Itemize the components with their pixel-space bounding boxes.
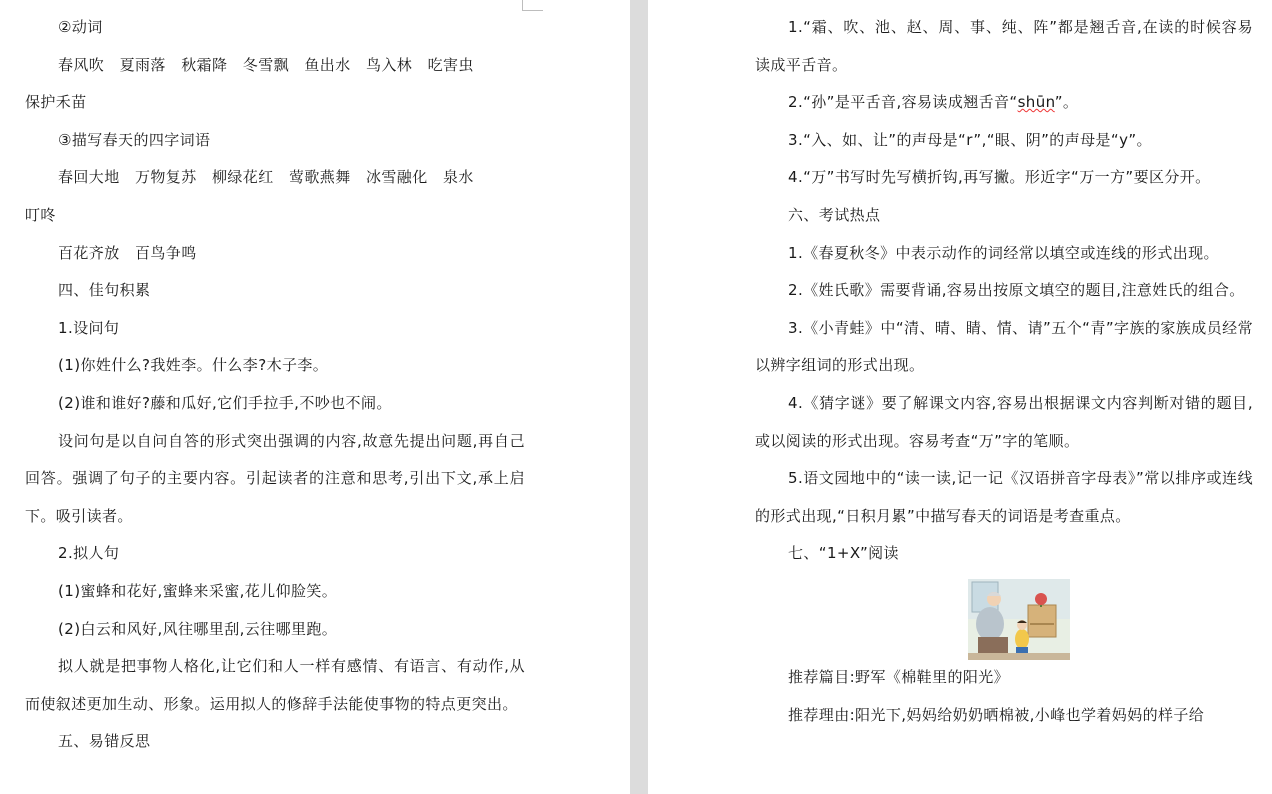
paragraph: (1)你姓什么?我姓李。什么李?木子李。 (58, 356, 329, 375)
paragraph: ③描写春天的四字词语 (58, 130, 211, 149)
spellcheck-flagged-word[interactable]: shūn (1017, 93, 1055, 112)
paragraph: (2)白云和风好,风往哪里刮,云往哪里跑。 (58, 619, 338, 638)
section-heading: 五、易错反思 (58, 732, 151, 751)
subheading: 1.设问句 (58, 318, 120, 337)
paragraph: 推荐篇目:野军《棉鞋里的阳光》 (788, 667, 1010, 686)
paragraph: 4.《猜字谜》要了解课文内容,容易出根据课文内容判断对错的题目,或以阅读的形式出现。容易考查“万”字的笔顺。 (755, 393, 1253, 450)
paragraph: 3.“入、如、让”的声母是“r”,“眼、阴”的声母是“y”。 (788, 130, 1152, 149)
page-gutter (630, 0, 648, 794)
grandma-and-boy-illustration[interactable] (968, 579, 1070, 660)
paragraph: 4.“万”书写时先写横折钩,再写撇。形近字“万一方”要区分开。 (788, 168, 1211, 187)
illustration-figure (755, 573, 1253, 659)
section-heading: 七、“1+X”阅读 (788, 544, 899, 563)
section-heading: 四、佳句积累 (58, 281, 151, 300)
text-run: 2.“孙”是平舌音,容易读成翘舌音“ (788, 93, 1018, 112)
paragraph (755, 84, 1253, 122)
paragraph: 春风吹 夏雨落 秋霜降 冬雪飘 鱼出水 鸟入林 吃害虫 (58, 55, 474, 74)
document-page-left (0, 0, 630, 794)
paragraph: ②动词 (58, 18, 103, 36)
paragraph: 1.《春夏秋冬》中表示动作的词经常以填空或连线的形式出现。 (788, 243, 1219, 262)
paragraph: 保护禾苗 (25, 93, 87, 112)
page-text-column (25, 9, 525, 761)
paragraph: 拟人就是把事物人格化,让它们和人一样有感情、有语言、有动作,从而使叙述更加生动、形象。运用拟人的修辞手法能使事物的特点更突出。 (25, 657, 525, 713)
text-run: ”。 (1054, 93, 1079, 112)
page-corner-mark (522, 0, 543, 11)
paragraph: 设问句是以自问自答的形式突出强调的内容,故意先提出问题,再自己回答。强调了句子的主要内容。引起读者的注意和思考,引出下文,承上启下。吸引读者。 (25, 431, 525, 525)
paragraph: 推荐理由:阳光下,妈妈给奶奶晒棉被,小峰也学着妈妈的样子给 (788, 705, 1205, 724)
paragraph: (2)谁和谁好?藤和瓜好,它们手拉手,不吵也不闹。 (58, 393, 392, 412)
paragraph: 5.语文园地中的“读一读,记一记《汉语拼音字母表》”常以排序或连线的形式出现,“日积月累”中描写春天的词语是考查重点。 (755, 469, 1253, 525)
paragraph: 2.《姓氏歌》需要背诵,容易出按原文填空的题目,注意姓氏的组合。 (788, 281, 1245, 300)
paragraph: 1.“霜、吹、池、赵、周、事、纯、阵”都是翘舌音,在读的时候容易读成平舌音。 (755, 18, 1253, 74)
paragraph: 百花齐放 百鸟争鸣 (58, 243, 197, 262)
document-page-right (648, 0, 1272, 794)
page-text-column (755, 9, 1253, 734)
paragraph: 春回大地 万物复苏 柳绿花红 莺歌燕舞 冰雪融化 泉水 (58, 168, 474, 187)
paragraph: 叮咚 (25, 205, 56, 224)
subheading: 2.拟人句 (58, 544, 120, 563)
paragraph: (1)蜜蜂和花好,蜜蜂来采蜜,花儿仰脸笑。 (58, 581, 338, 600)
section-heading: 六、考试热点 (788, 205, 881, 224)
paragraph: 3.《小青蛙》中“清、晴、睛、情、请”五个“青”字族的家族成员经常以辨字组词的形式出现。 (755, 318, 1253, 375)
